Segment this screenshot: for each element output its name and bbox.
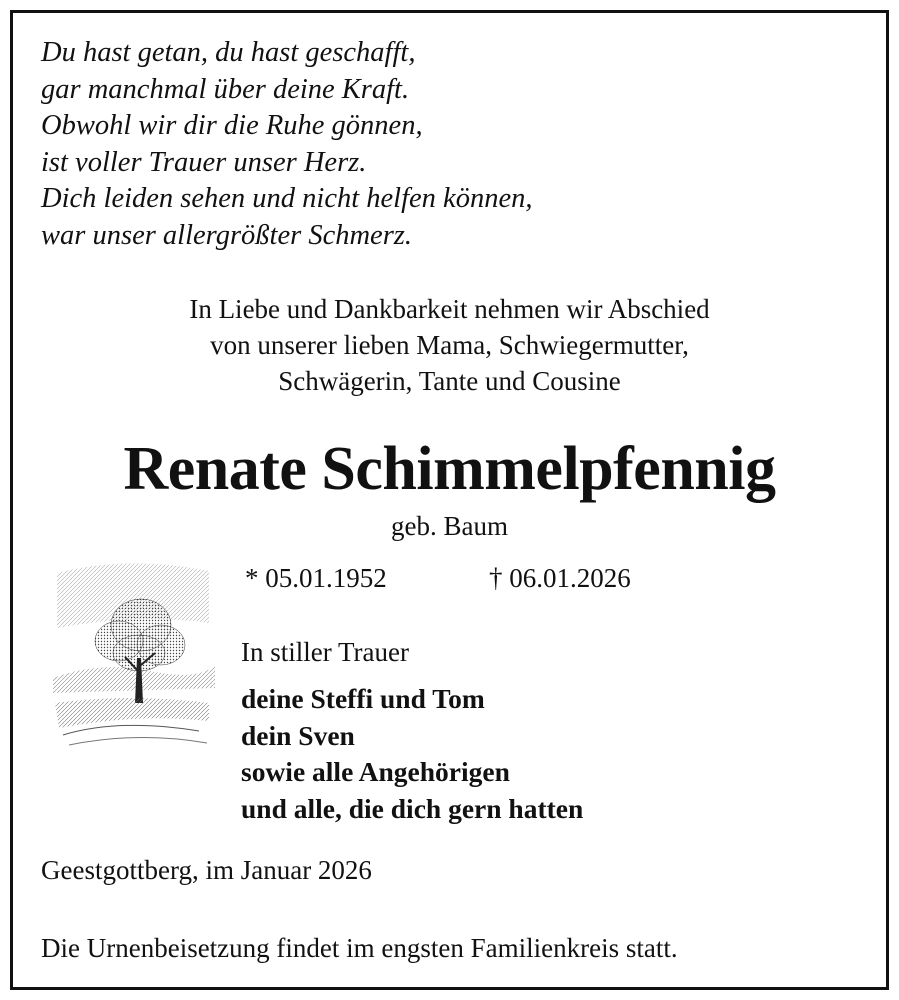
birth-date: * 05.01.1952 [245, 563, 387, 593]
burial-note: Die Urnenbeisetzung findet im engsten Familienkreis statt. [41, 933, 678, 963]
mourner-entry: dein Sven [241, 719, 355, 751]
intro-line: In Liebe und Dankbarkeit nehmen wir Abschied [189, 294, 710, 324]
poem-line: war unser allergrößter Schmerz. [41, 219, 413, 251]
poem [41, 35, 532, 254]
place-date: Geestgottberg, im Januar 2026 [41, 855, 372, 885]
mourner-entry: deine Steffi und Tom [241, 683, 485, 714]
mourners-list [241, 681, 583, 827]
poem-line: ist voller Trauer unser Herz. [41, 146, 367, 178]
poem-line: Dich leiden sehen und nicht helfen können, [41, 183, 533, 214]
mourner-entry: sowie alle Angehörigen [241, 756, 510, 787]
maiden-name: geb. Baum [391, 511, 508, 541]
tree-landscape-icon [49, 553, 215, 753]
mourner-entry: und alle, die dich gern hatten [241, 792, 584, 824]
poem-line: gar manchmal über deine Kraft. [41, 73, 410, 105]
deceased-name: Renate Schimmelpfennig [123, 435, 776, 503]
poem-line: Du hast getan, du hast geschafft, [41, 37, 416, 68]
intro-line: von unserer lieben Mama, Schwiegermutter, [210, 330, 689, 360]
intro-line: Schwägerin, Tante und Cousine [278, 366, 621, 396]
farewell-intro [13, 291, 886, 399]
obituary-frame [10, 10, 889, 990]
mourning-title: In stiller Trauer [241, 637, 409, 667]
death-date: † 06.01.2026 [489, 563, 631, 593]
poem-line: Obwohl wir dir die Ruhe gönnen, [41, 110, 423, 141]
